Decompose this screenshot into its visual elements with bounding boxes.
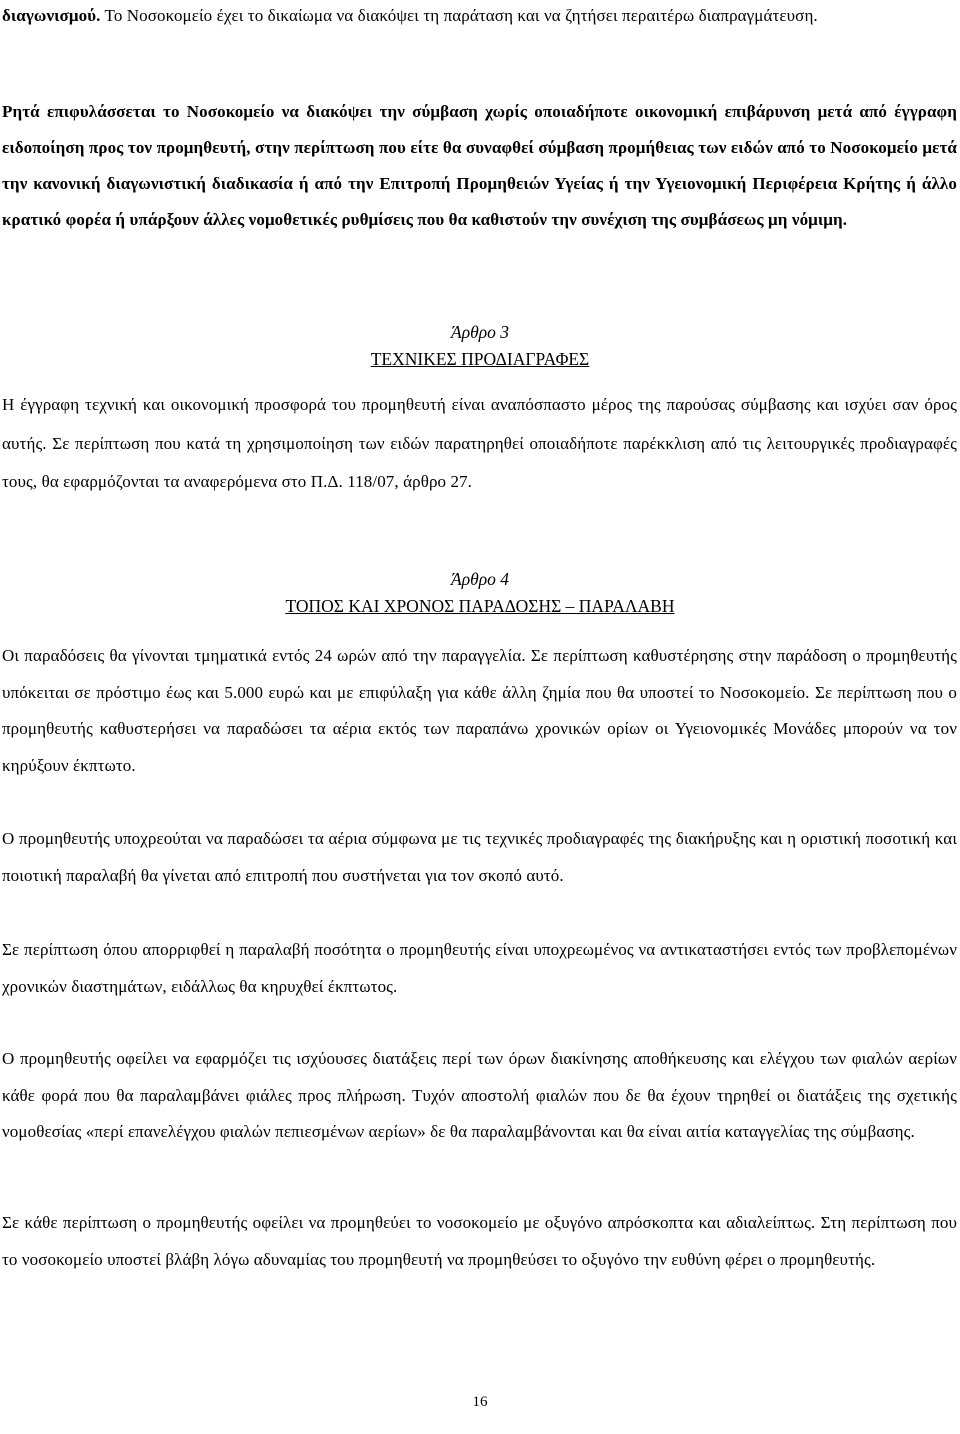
article-4-title: ΤΟΠΟΣ ΚΑΙ ΧΡΟΝΟΣ ΠΑΡΑΔΟΣΗΣ – ΠΑΡΑΛΑΒΗ — [285, 596, 675, 616]
article-4-label: Άρθρο 4 — [451, 569, 509, 589]
reservation-paragraph: Ρητά επιφυλάσσεται το Νοσοκομείο να διακόψει την σύμβαση χωρίς οποιαδήποτε οικονομική επιβάρυνση μετά από έγγραφη ειδοποίηση προς τον προμηθευτή, στην περίπτωση που είτε θα συναφθεί σύμβαση προμήθειας των ειδών από το Νοσοκομείο μετά την κανονική διαγωνιστική διαδικασία ή από την Επιτροπή Προμηθειών Υγείας ή την Υγειονομική Περιφέρεια Κρήτης ή άλλο κρατικό φορέα ή υπάρξουν άλλες νομοθετικές ρυθμίσεις που θα καθιστούν την συνέχιση της συμβάσεως μη νόμιμη. — [2, 102, 957, 229]
continuation-text: Το Νοσοκομείο έχει το δικαίωμα να διακόψει τη παράταση και να ζητήσει περαιτέρω διαπραγμάτευση. — [100, 6, 818, 25]
article-4-paragraph-rejection: Σε περίπτωση όπου απορριφθεί η παραλαβή ποσότητα ο προμηθευτής είναι υποχρεωμένος να αντικαταστήσει εντός των προβλεπομένων χρονικών διαστημάτων, ειδάλλως θα κηρυχθεί έκπτωτος. — [2, 940, 957, 996]
article-4-heading — [0, 566, 960, 620]
page-number: 16 — [472, 1394, 488, 1410]
article-3-heading — [0, 319, 960, 373]
article-3-title: ΤΕΧΝΙΚΕΣ ΠΡΟΔΙΑΓΡΑΦΕΣ — [370, 349, 590, 369]
continuation-bold-text: διαγωνισμού. — [2, 6, 101, 25]
article-4-paragraph-specifications: Ο προμηθευτής υποχρεούται να παραδώσει τα αέρια σύμφωνα με τις τεχνικές προδιαγραφές της διακήρυξης και η οριστική ποσοτική και ποιοτική παραλαβή θα γίνεται από επιτροπή που συστήνεται για τον σκοπό αυτό. — [2, 829, 957, 885]
article-4-paragraph-oxygen-supply: Σε κάθε περίπτωση ο προμηθευτής οφείλει να προμηθεύει το νοσοκομείο με οξυγόνο απρόσκοπτα και αδιαλείπτως. Στη περίπτωση που το νοσοκομείο υποστεί βλάβη λόγω αδυναμίας του προμηθευτή να προμηθεύσει το οξυγόνο την ευθύνη φέρει ο προμηθευτής. — [2, 1213, 957, 1269]
continuation-paragraph — [2, 0, 957, 35]
article-4-paragraph-delivery: Οι παραδόσεις θα γίνονται τμηματικά εντός 24 ωρών από την παραγγελία. Σε περίπτωση καθυστέρησης στην παράδοση ο προμηθευτής υπόκειται σε πρόστιμο έως και 5.000 ευρώ και με επιφύλαξη για κάθε άλλη ζημία που θα υποστεί το Νοσοκομείο. Σε περίπτωση που ο προμηθευτής καθυστερήσει να παραδώσει τα αέρια εκτός των παραπάνω χρονικών ορίων οι Υγειονομικές Μονάδες μπορούν να τον κηρύξουν έκπτωτο. — [2, 646, 957, 775]
article-4-paragraph-cylinders: Ο προμηθευτής οφείλει να εφαρμόζει τις ισχύουσες διατάξεις περί των όρων διακίνησης αποθήκευσης και ελέγχου των φιαλών αερίων κάθε φορά που θα παραλαμβάνει φιάλες προς πλήρωση. Τυχόν αποστολή φιαλών που δε θα έχουν τηρηθεί οι διατάξεις της σχετικής νομοθεσίας «περί επανελέγχου φιαλών πεπιεσμένων αερίων» δε θα παραλαμβάνονται και θα είναι αιτία καταγγελίας της σύμβασης. — [2, 1049, 957, 1141]
article-3-label: Άρθρο 3 — [451, 322, 509, 342]
article-3-paragraph: Η έγγραφη τεχνική και οικονομική προσφορά του προμηθευτή είναι αναπόσπαστο μέρος της παρούσας σύμβασης και ισχύει σαν όρος αυτής. Σε περίπτωση που κατά τη χρησιμοποίηση των ειδών παρατηρηθεί οποιαδήποτε παρέκκλιση από τις λειτουργικές προδιαγραφές τους, θα εφαρμόζονται τα αναφερόμενα στο Π.Δ. 118/07, άρθρο 27. — [2, 395, 957, 491]
